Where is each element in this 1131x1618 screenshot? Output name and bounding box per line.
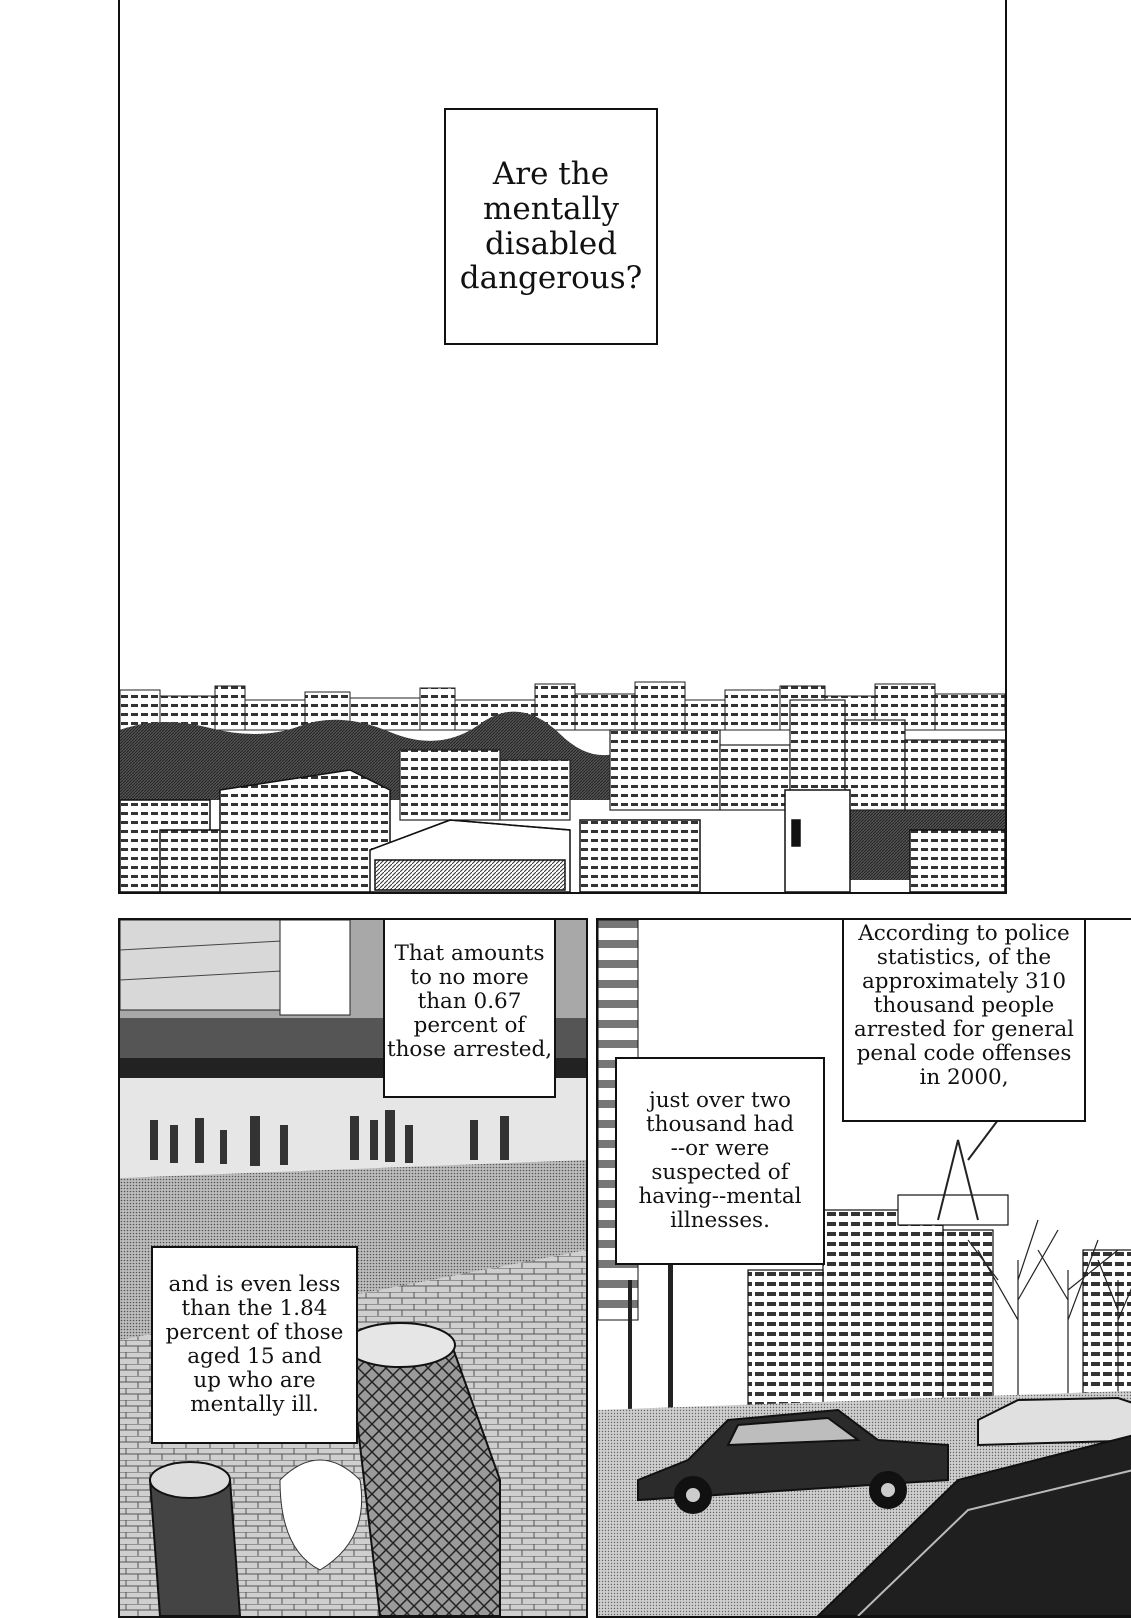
- caption-question-text: Are the mentally disabled dangerous?: [459, 156, 643, 297]
- caption-percent-arrested-text: That amounts to no more than 0.67 percent of those arrested,: [386, 940, 553, 1063]
- caption-percent-arrested: [383, 918, 556, 1098]
- caption-percent-mentally-ill-text: and is even less than the 1.84 percent of those aged 15 and up who are mentally ill.: [165, 1271, 344, 1418]
- caption-percent-mentally-ill: [151, 1246, 358, 1444]
- panel-top-skyline: [118, 0, 1007, 894]
- caption-police-statistics: [842, 918, 1086, 1122]
- caption-question: [444, 108, 658, 345]
- panel-bottom-right-street: [596, 918, 1131, 1618]
- caption-police-statistics-text: According to police statistics, of the approximately 310 thousand people arrested for general penal code offenses in 2000,: [853, 920, 1075, 1091]
- caption-mental-illness-count-text: just over two thousand had --or were suspected of having--mental illnesses.: [638, 1087, 802, 1234]
- panel-bottom-left-plaza: [118, 918, 588, 1618]
- caption-mental-illness-count: [615, 1057, 825, 1265]
